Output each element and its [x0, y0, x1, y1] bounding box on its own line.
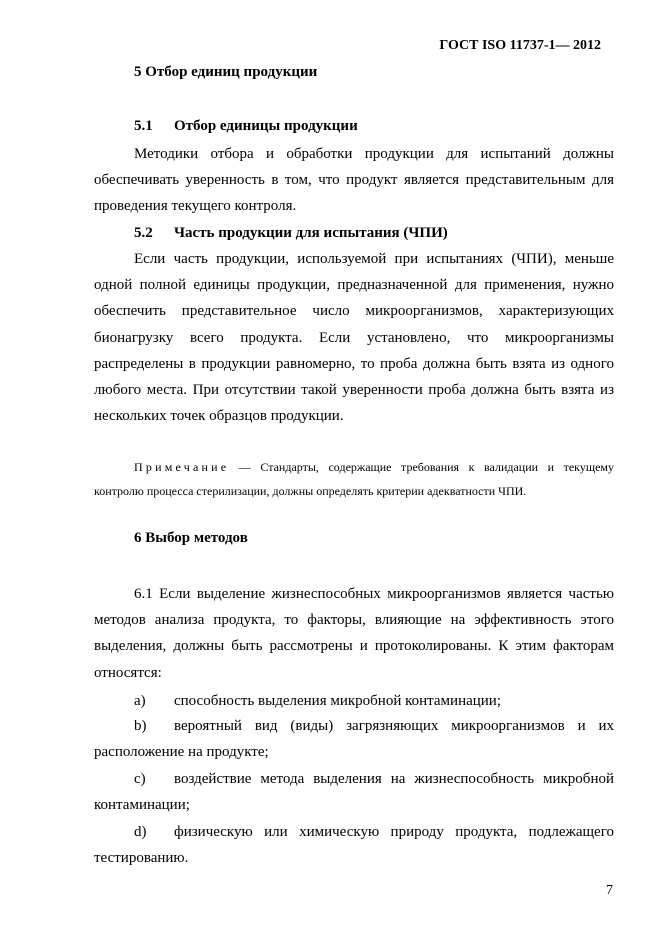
subsection-5-2-text: Если часть продукции, используемой при испытаниях (ЧПИ), меньше одной полной единицы продукции, предназначенной для применения, нужно обеспечить представительное число микроорганизмов, характеризующих бионагрузку всего продукта. Если установлено, что микроорганизмы распределены в продукции равномерно, то проба должна быть взята из одного любого места. При отсутствии такой уверенности проба должна быть взята из нескольких точек образцов продукции. [94, 251, 614, 425]
list-item-c-mark: c) [134, 771, 146, 787]
subsection-5-1-heading [134, 118, 358, 135]
list-item-c [94, 766, 614, 818]
list-item-a [94, 688, 614, 714]
subsection-5-2-heading [134, 225, 448, 242]
list-item-b-mark: b) [134, 718, 147, 734]
subsection-6-1-text: 6.1 Если выделение жизнеспособных микроорганизмов является частью методов анализа продукта, то факторы, влияющие на эффективность этого выделения, должны быть рассмотрены и протоколированы. К этим факторам относятся: [94, 586, 614, 681]
note-label: Примечание [134, 460, 230, 474]
list-item-a-text: способность выделения микробной контаминации; [174, 693, 501, 709]
list-item-b-text: вероятный вид (виды) загрязняющих микроорганизмов и их расположение на продукте; [94, 718, 614, 761]
subsection-5-2-number: 5.2 [134, 225, 153, 241]
list-item-d [94, 819, 614, 871]
document-header: ГОСТ ISO 11737-1— 2012 [439, 38, 601, 53]
page-number: 7 [606, 883, 613, 898]
section-5-heading: 5 Отбор единиц продукции [134, 64, 318, 80]
list-item-d-mark: d) [134, 824, 147, 840]
subsection-5-1-text: Методики отбора и обработки продукции для испытаний должны обеспечивать уверенность в том, что продукт является представительным для проведения текущего контроля. [94, 146, 614, 215]
section-6-heading: 6 Выбор методов [134, 530, 248, 546]
note-block [94, 455, 614, 503]
subsection-5-1-title: Отбор единицы продукции [174, 118, 358, 134]
list-item-d-text: физическую или химическую природу продукта, подлежащего тестированию. [94, 824, 614, 867]
subsection-5-2-title: Часть продукции для испытания (ЧПИ) [174, 225, 448, 241]
list-item-a-mark: a) [134, 693, 146, 709]
list-item-b [94, 713, 614, 765]
subsection-5-1-number: 5.1 [134, 118, 153, 134]
note-text: — Стандарты, содержащие требования к валидации и текущему контролю процесса стерилизации, должны определять критерии адекватности ЧПИ. [94, 460, 614, 498]
list-item-c-text: воздействие метода выделения на жизнеспособность микробной контаминации; [94, 771, 614, 814]
